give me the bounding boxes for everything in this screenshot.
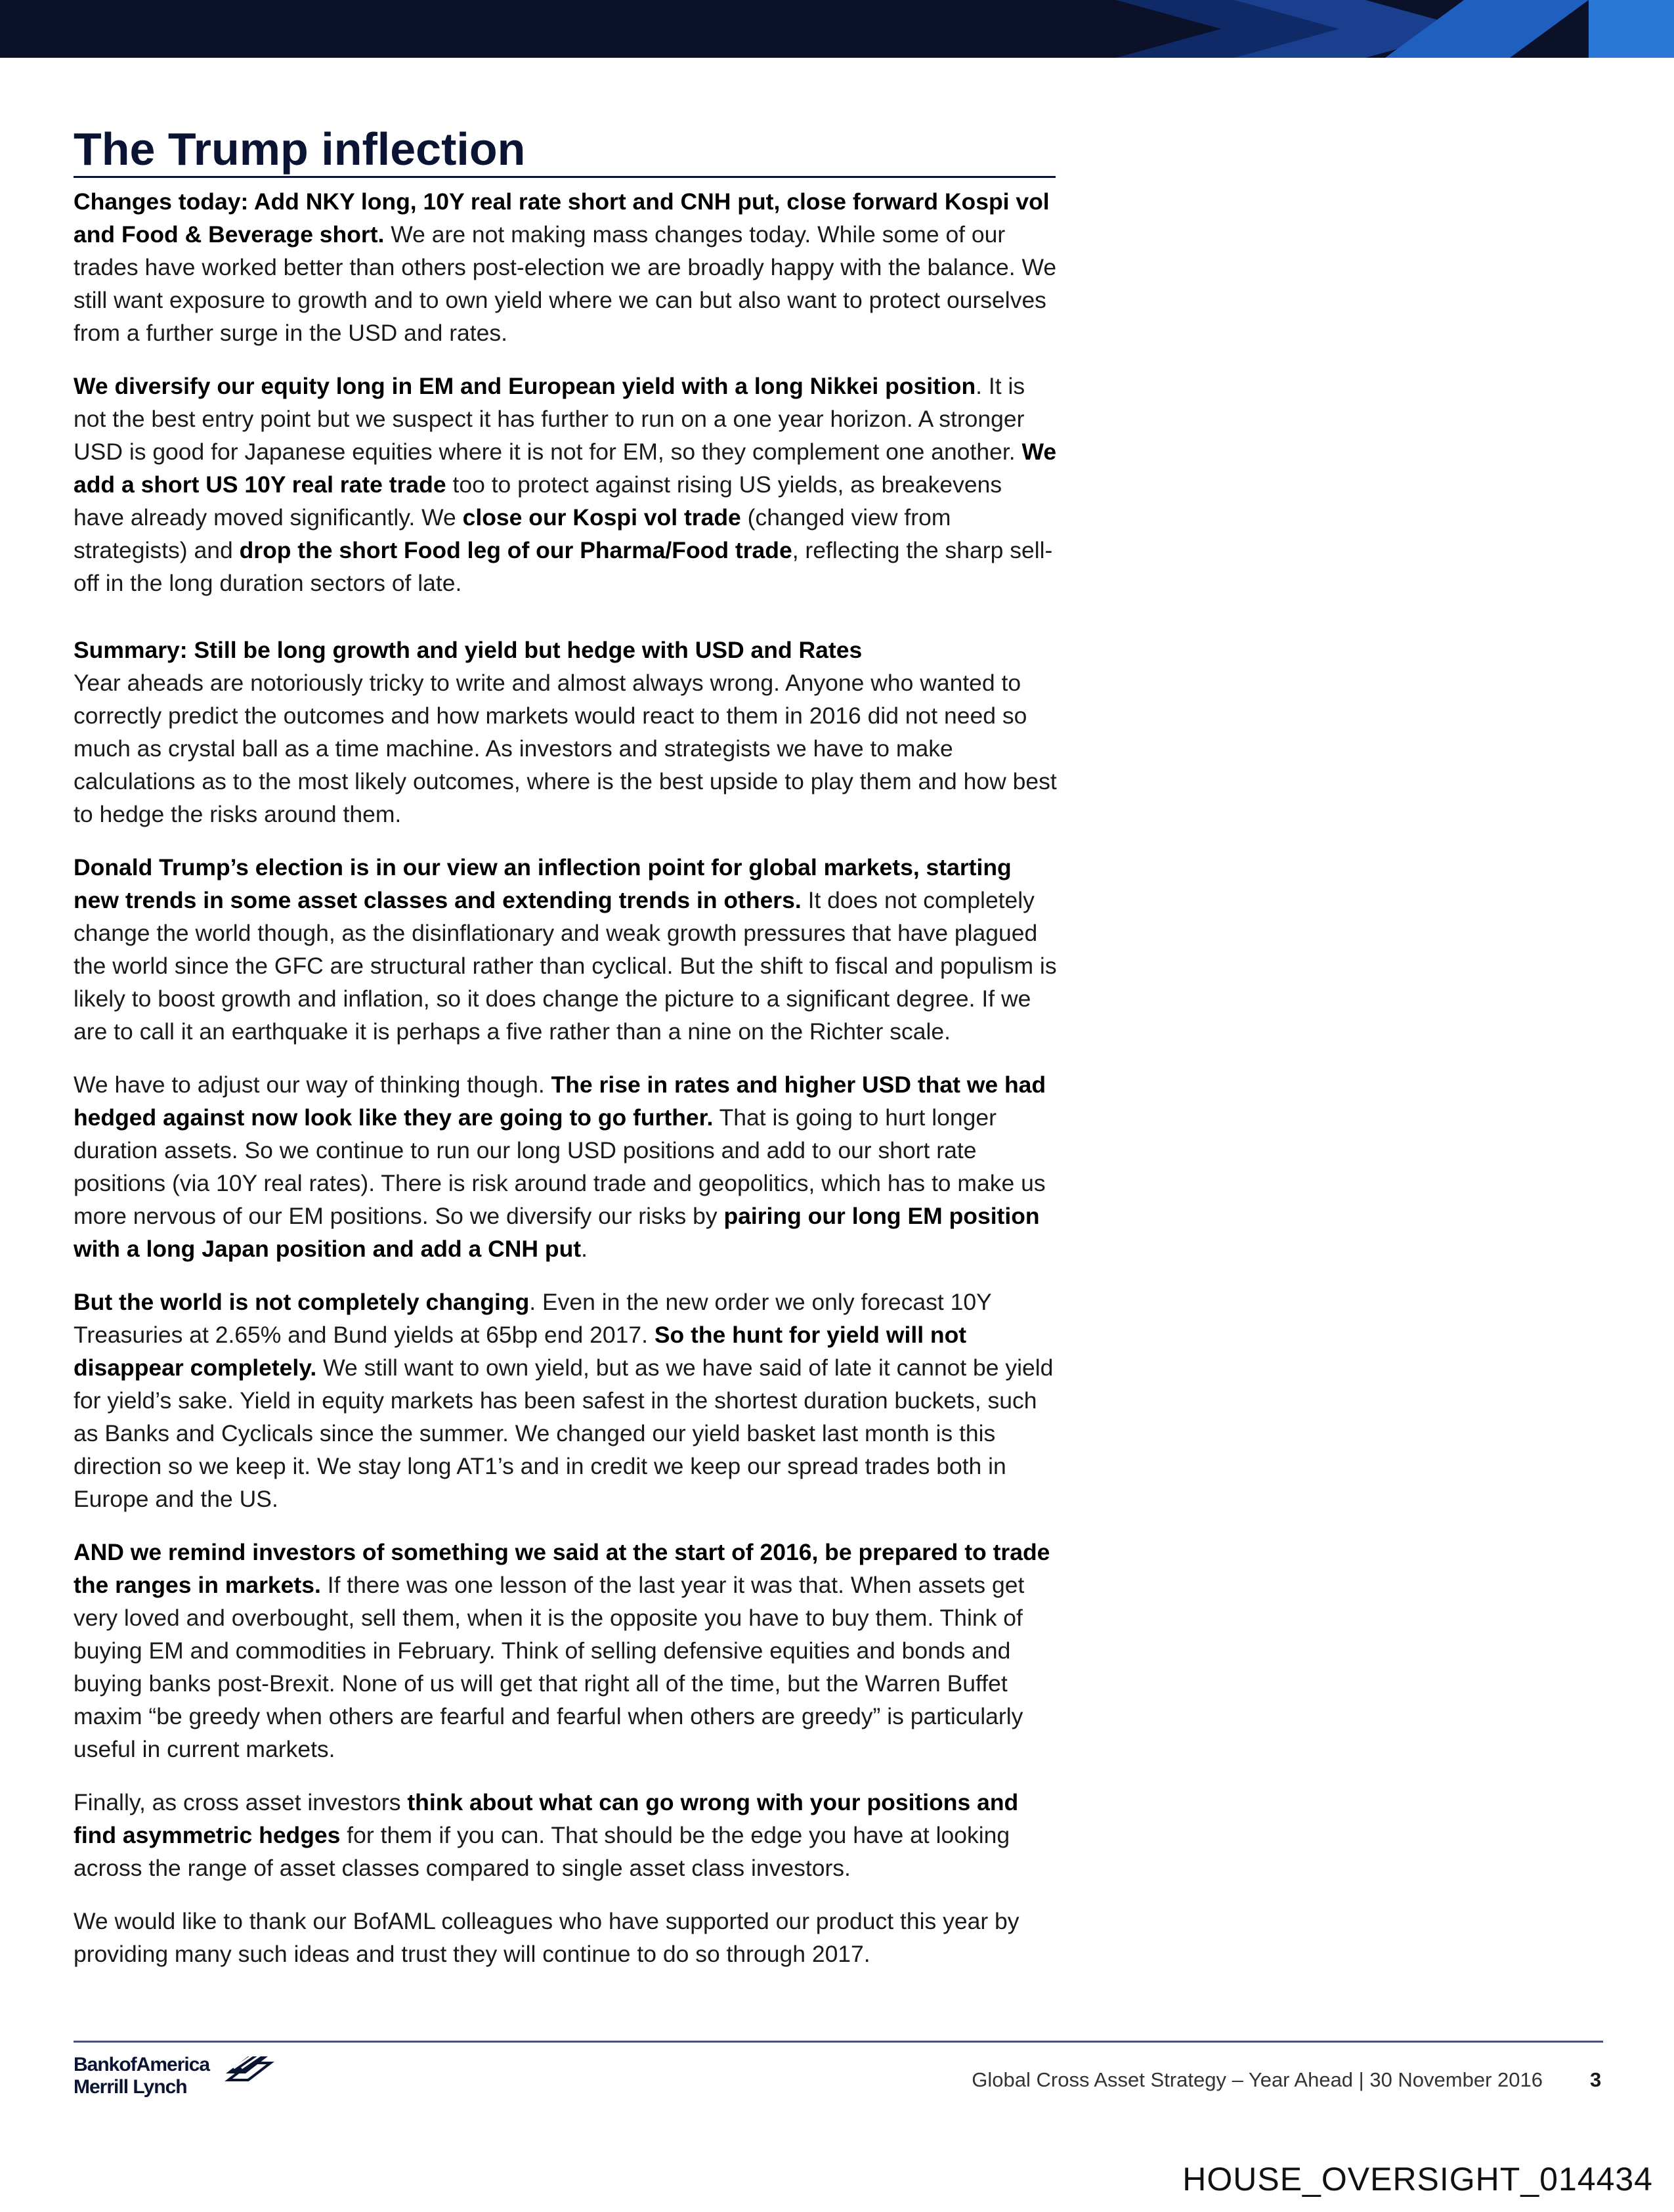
body-text: . Even in the new order we only forecast 10Y Treasuries at 2.65% and Bund yields at 65bp end 2017. — [74, 1289, 992, 1348]
bold-text: We add a short US 10Y real rate trade — [74, 439, 1057, 498]
body-text: Finally, as cross asset investors — [74, 1789, 408, 1815]
page-number: 3 — [1590, 2068, 1602, 2091]
paragraph-world-not-changing — [74, 1286, 1058, 1515]
header-bar — [0, 0, 1674, 58]
body-text: , reflecting the sharp sell-off in the long duration sectors of late. — [74, 537, 1053, 596]
body-text: (changed view from strategists) and — [74, 504, 951, 563]
body-text: That is going to hurt longer duration assets. So we continue to run our long USD positions and add to our short rate positions (via 10Y real rates). There is risk around trade and geopolitics, which has to make us more nervous of our EM positions. So we diversify our risks by — [74, 1104, 1046, 1229]
footer-report-info: Global Cross Asset Strategy – Year Ahead | 30 November 2016 — [972, 2068, 1543, 2091]
header-accent-block — [1589, 0, 1674, 58]
body-text: . — [581, 1236, 588, 1262]
bold-text: So the hunt for yield will not disappear completely. — [74, 1322, 967, 1381]
logo-line-1: BankofAmerica — [74, 2054, 210, 2075]
paragraph-thanks — [74, 1905, 1058, 1970]
body-text: It does not completely change the world though, as the disinflationary and weak growth pressures that have plagued the world since the GFC are structural rather than cyclical. But the shift to fiscal and populism is likely to boost growth and inflation, so it does change the picture to a significant degree. If we are to call it an earthquake it is perhaps a five rather than a nine on the Richter scale. — [74, 887, 1057, 1045]
body-text: We are not making mass changes today. While some of our trades have worked better than others post-election we are broadly happy with the balance. We still want exposure to growth and to own yield where we can but also want to protect ourselves from a further surge in the USD and rates. — [74, 221, 1057, 346]
paragraph-trump-election — [74, 851, 1058, 1048]
header-chevron-graphic — [0, 0, 1674, 58]
footer-divider — [74, 2041, 1603, 2043]
body-text: If there was one lesson of the last year it was that. When assets get very loved and overbought, sell them, when it is the opposite you have to buy them. Think of buying EM and commodities in February. Think of selling defensive equities and bonds and buying banks post-Brexit. None of us will get that right all of the time, but the Warren Buffet maxim “be greedy when others are fearful and fearful when others are greedy” is particularly useful in current markets. — [74, 1572, 1025, 1762]
bold-text: Donald Trump’s election is in our view an inflection point for global markets, starting new trends in some asset classes and extending trends in others. — [74, 854, 1012, 913]
paragraph-summary — [74, 634, 1058, 831]
bold-text: close our Kospi vol trade — [462, 504, 741, 531]
body-text: We still want to own yield, but as we have said of late it cannot be yield for yield’s sake. Yield in equity markets has been safest in the shortest duration buckets, such as Banks and Cyclicals since the summer. We changed our yield basket last month is this direction so we keep it. We stay long AT1’s and in credit we keep our spread trades both in Europe and the US. — [74, 1355, 1054, 1512]
bates-number: HOUSE_OVERSIGHT_014434 — [1182, 2161, 1653, 2198]
bold-text: pairing our long EM position with a long Japan position and add a CNH put — [74, 1203, 1040, 1262]
bold-text: AND we remind investors of something we said at the start of 2016, be prepared to trade the ranges in markets. — [74, 1539, 1050, 1598]
bank-logo — [74, 2054, 284, 2113]
bold-text: drop the short Food leg of our Pharma/Food trade — [239, 537, 792, 563]
body-text: Year aheads are notoriously tricky to write and almost always wrong. Anyone who wanted to correctly predict the outcomes and how markets would react to them in 2016 did not need so much as crystal ball as a time machine. As investors and strategists we have to make calculations as to the most likely outcomes, where is the best upside to play them and how best to hedge the risks around them. — [74, 670, 1057, 827]
body-text: We would like to thank our BofAML colleagues who have supported our product this year by providing many such ideas and trust they will continue to do so through 2017. — [74, 1908, 1019, 1967]
paragraph-adjust-thinking — [74, 1068, 1058, 1265]
body-text: We have to adjust our way of thinking though. — [74, 1072, 551, 1098]
paragraph-diversify — [74, 370, 1058, 599]
paragraph-trade-ranges — [74, 1536, 1058, 1766]
article-body — [74, 185, 1058, 1991]
body-text: . It is not the best entry point but we suspect it has further to run on a one year horizon. A stronger USD is good for Japanese equities where it is not for EM, so they complement one another. — [74, 373, 1025, 465]
paragraph-changes-today — [74, 185, 1058, 349]
bold-text: The rise in rates and higher USD that we had hedged against now look like they are going to go further. — [74, 1072, 1046, 1131]
bold-text: think about what can go wrong with your positions and find asymmetric hedges — [74, 1789, 1019, 1848]
title-underline — [74, 176, 1056, 178]
logo-line-2: Merrill Lynch — [74, 2076, 187, 2098]
bold-text: We diversify our equity long in EM and European yield with a long Nikkei position — [74, 373, 976, 399]
body-text: too to protect against rising US yields, as breakevens have already moved significantly. We — [74, 471, 1002, 531]
paragraph-asymmetric-hedges — [74, 1786, 1058, 1884]
bold-text: Changes today: Add NKY long, 10Y real rate short and CNH put, close forward Kospi vol and Food & Beverage short. — [74, 188, 1050, 248]
section-heading: Summary: Still be long growth and yield but hedge with USD and Rates — [74, 637, 863, 663]
page-title: The Trump inflection — [74, 123, 526, 175]
body-text: for them if you can. That should be the edge you have at looking across the range of asset classes compared to single asset class investors. — [74, 1822, 1010, 1881]
flag-icon — [222, 2054, 274, 2083]
bold-text: But the world is not completely changing — [74, 1289, 530, 1315]
